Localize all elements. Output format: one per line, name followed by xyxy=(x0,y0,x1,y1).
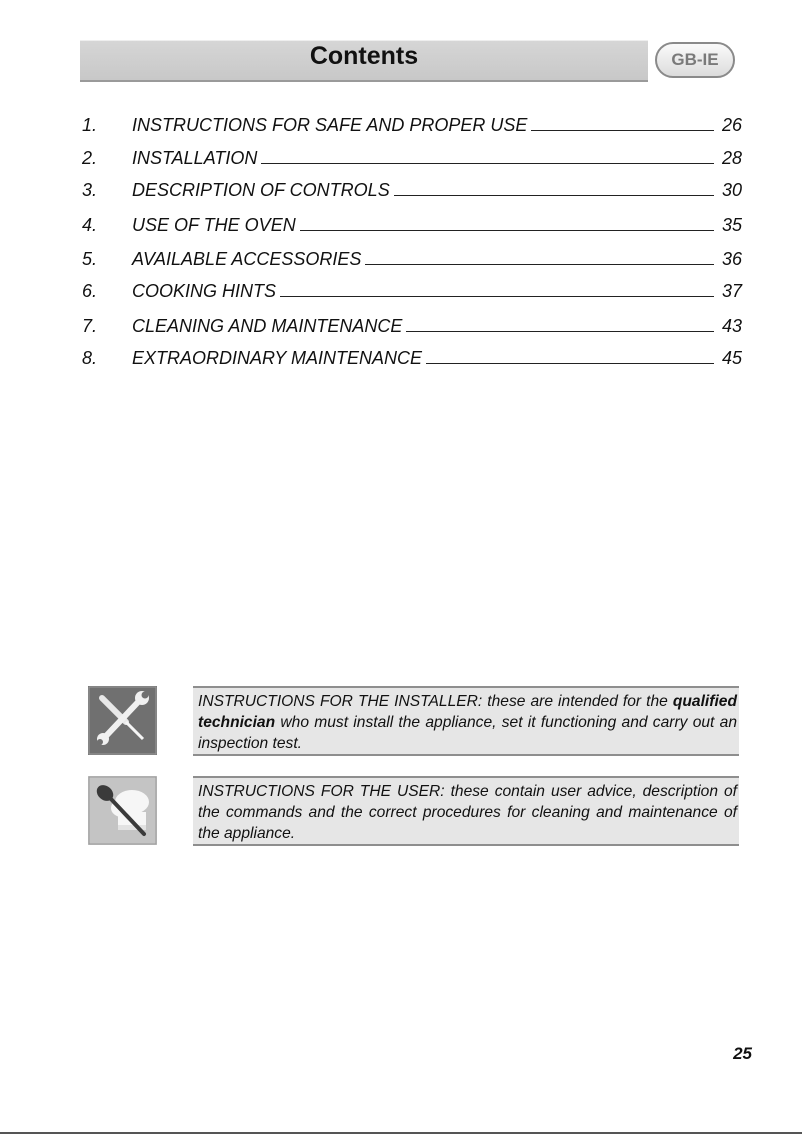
toc-page: 35 xyxy=(721,215,742,235)
toc-entry[interactable] xyxy=(82,146,742,170)
installer-note-text-end: who must install the appliance, set it functioning and carry out an inspection test. xyxy=(198,714,737,752)
toc-number: 8. xyxy=(82,348,98,368)
spoon-chef-hat-icon xyxy=(88,776,157,845)
toc-title: USE OF THE OVEN xyxy=(132,215,296,235)
toc-page: 37 xyxy=(721,281,742,301)
toc-page: 26 xyxy=(721,115,742,135)
toc-title: DESCRIPTION OF CONTROLS xyxy=(132,180,390,200)
toc-entry[interactable] xyxy=(82,279,742,303)
toc-title: INSTALLATION xyxy=(132,148,258,168)
toc-entry[interactable] xyxy=(82,113,742,137)
page-title: Contents xyxy=(309,42,419,70)
toc-number: 7. xyxy=(82,316,98,336)
toc-number: 4. xyxy=(82,215,98,235)
header-bar xyxy=(80,40,648,82)
toc-entry[interactable] xyxy=(82,213,742,237)
toc-page: 30 xyxy=(721,180,742,200)
toc-page: 45 xyxy=(721,348,742,368)
toc-entry[interactable] xyxy=(82,314,742,338)
toc-leader-line xyxy=(426,346,714,364)
toc-entry[interactable] xyxy=(82,346,742,370)
tools-icon xyxy=(88,686,157,755)
toc-leader-line xyxy=(365,247,714,265)
toc-number: 1. xyxy=(82,115,98,135)
region-badge: GB-IE xyxy=(655,42,735,78)
toc-number: 3. xyxy=(82,180,98,200)
toc-number: 2. xyxy=(82,148,98,168)
toc-leader-line xyxy=(261,146,714,164)
toc-page: 43 xyxy=(721,316,742,336)
user-note xyxy=(193,776,739,846)
installer-note-emphasis: qualified technician xyxy=(198,693,737,731)
toc-leader-line xyxy=(394,178,714,196)
page-number: 25 xyxy=(733,1044,752,1063)
user-note-text: INSTRUCTIONS FOR THE USER: these contain user advice, description of the commands and the correct procedures for cleaning and maintenance of the appliance. xyxy=(198,783,737,842)
toc-entry[interactable] xyxy=(82,178,742,202)
toc-title: EXTRAORDINARY MAINTENANCE xyxy=(132,348,423,368)
bottom-divider xyxy=(0,1132,802,1134)
toc-title: CLEANING AND MAINTENANCE xyxy=(132,316,403,336)
toc-number: 5. xyxy=(82,249,98,269)
toc-entry[interactable] xyxy=(82,247,742,271)
toc-leader-line xyxy=(300,213,714,231)
toc-page: 28 xyxy=(721,148,742,168)
toc-page: 36 xyxy=(721,249,742,269)
toc-leader-line xyxy=(531,113,714,131)
installer-note xyxy=(193,686,739,756)
toc-number: 6. xyxy=(82,281,98,301)
toc-title: AVAILABLE ACCESSORIES xyxy=(132,249,362,269)
toc-title: INSTRUCTIONS FOR SAFE AND PROPER USE xyxy=(132,115,528,135)
toc-leader-line xyxy=(406,314,714,332)
toc-leader-line xyxy=(280,279,714,297)
installer-note-text: INSTRUCTIONS FOR THE INSTALLER: these are intended for the xyxy=(198,693,673,710)
toc-title: COOKING HINTS xyxy=(132,281,277,301)
